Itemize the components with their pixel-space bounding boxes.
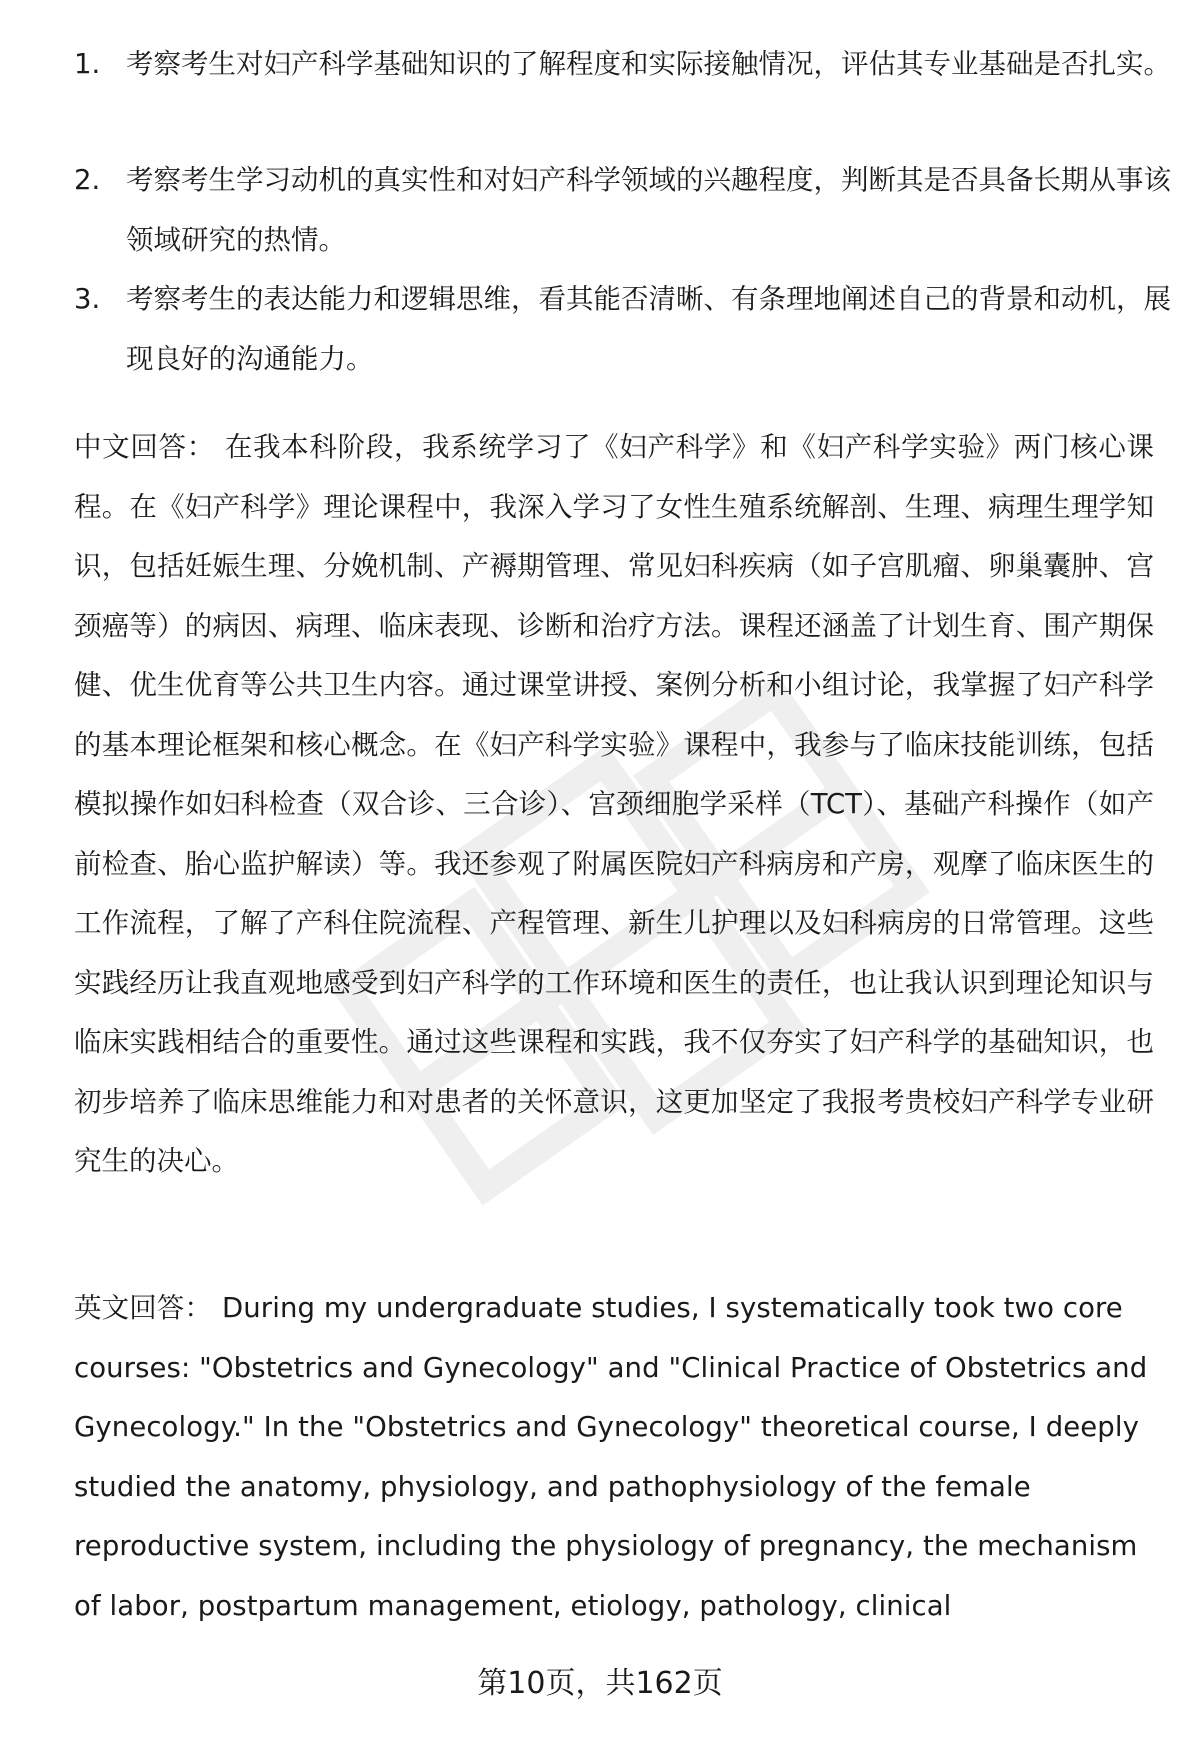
page-number: 第10页，共162页 <box>477 1666 723 1701</box>
chinese-answer-text: 在我本科阶段，我系统学习了《妇产科学》和《妇产科学实验》两门核心课程。在《妇产科学》理论课程中，我深入学习了女性生殖系统解剖、生理、病理生理学知识，包括妊娠生理、分娩机制、产褥期管理、常见妇科疾病（如子宫肌瘤、卵巢囊肿、宫颈癌等）的病因、病理、临床表现、诊断和治疗方法。课程还涵盖了计划生育、围产期保健、优生优育等公共卫生内容。通过课堂讲授、案例分析和小组讨论，我掌握了妇产科学的基本理论框架和核心概念。在《妇产科学实验》课程中，我参与了临床技能训练，包括模拟操作如妇科检查（双合诊、三合诊）、宫颈细胞学采样（TCT）、基础产科操作（如产前检查、胎心监护解读）等。我还参观了附属医院妇产科病房和产房，观摩了临床医生的工作流程，了解了产科住院流程、产程管理、新生儿护理以及妇科病房的日常管理。这些实践经历让我直观地感受到妇产科学的工作环境和医生的责任，也让我认识到理论知识与临床实践相结合的重要性。通过这些课程和实践，我不仅夯实了妇产科学的基础知识，也初步培养了临床思维能力和对患者的关怀意识，这更加坚定了我报考贵校妇产科学专业研究生的决心。 <box>74 431 1155 1177</box>
english-answer <box>74 1279 1154 1636</box>
objective-item <box>74 34 1186 94</box>
objective-text: 考察考生的表达能力和逻辑思维，看其能否清晰、有条理地阐述自己的背景和动机，展现良好的沟通能力。 <box>126 283 1171 375</box>
objective-number: 1. <box>74 48 101 80</box>
objective-number: 2. <box>74 164 101 196</box>
chinese-answer <box>74 418 1154 1192</box>
objective-text: 考察考生对妇产科学基础知识的了解程度和实际接触情况，评估其专业基础是否扎实。 <box>126 48 1171 80</box>
objective-text: 考察考生学习动机的真实性和对妇产科学领域的兴趣程度，判断其是否具备长期从事该领域研究的热情。 <box>126 164 1171 256</box>
objective-number: 3. <box>74 283 101 315</box>
english-answer-text: During my undergraduate studies, I systematically took two core courses: "Obstetrics and Gynecology" and "Clinical Practice of Obstetrics and Gynecology." In the "Obstetrics and Gynecology" theoretical course, I deeply studied the anatomy, physiology, and pathophysiology of the female reproductive system, including the physiology of pregnancy, the mechanism of labor, postpartum management, etiology, pathology, clinical <box>74 1292 1148 1622</box>
objective-item <box>74 269 1186 389</box>
chinese-answer-label: 中文回答： <box>74 431 215 463</box>
objective-item <box>74 150 1186 270</box>
english-answer-label: 英文回答： <box>74 1292 212 1324</box>
